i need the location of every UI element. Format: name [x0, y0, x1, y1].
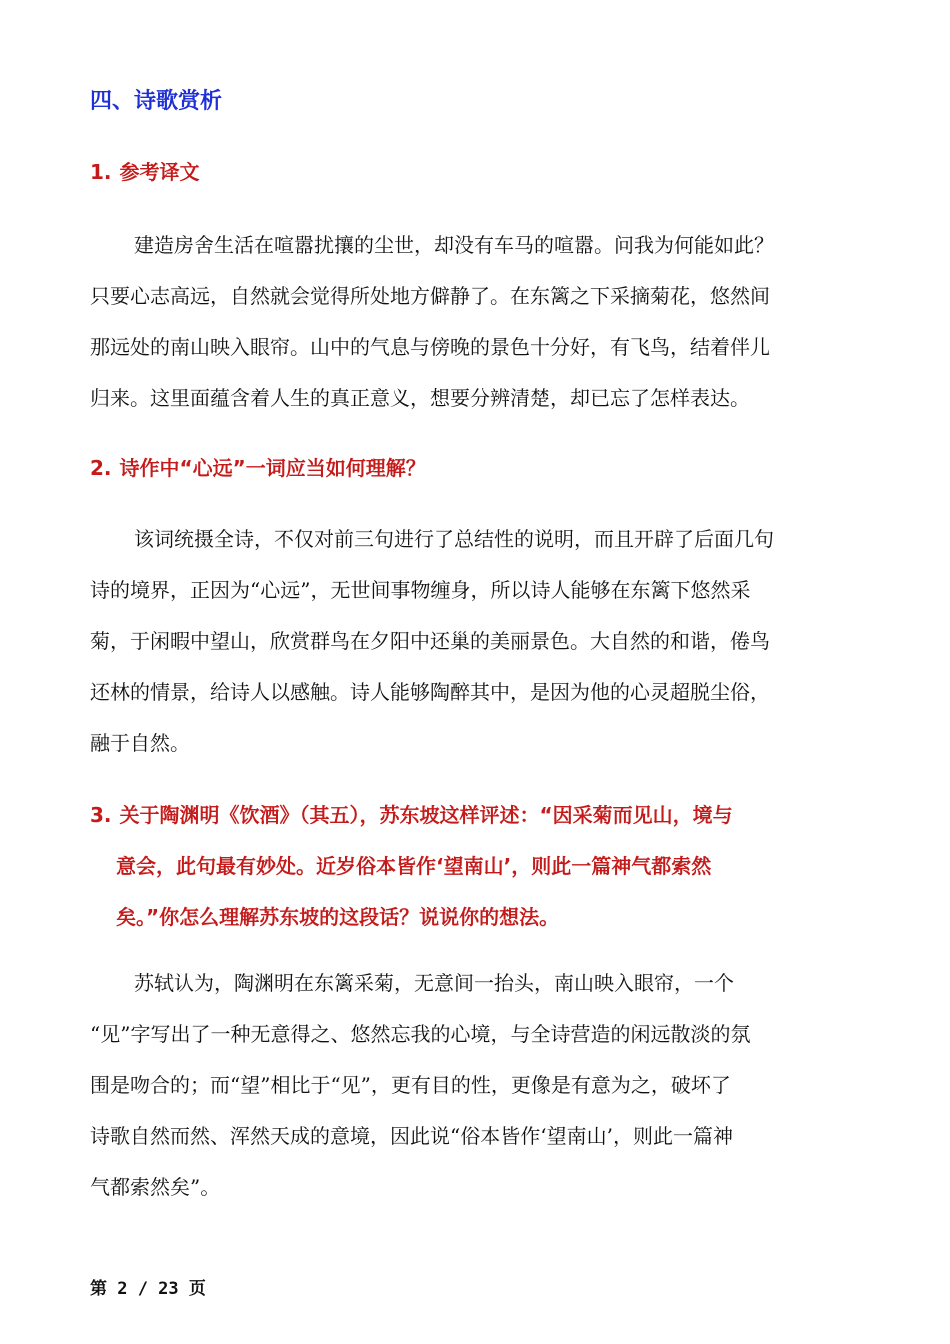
- answer-line: 围是吻合的；而“望”相比于“见”，更有目的性，更像是有意为之，破坏了: [90, 1073, 731, 1097]
- question-2-answer: [90, 514, 860, 769]
- question-1-answer: [90, 220, 860, 424]
- question-3-heading: [90, 790, 865, 943]
- question-2-heading: [90, 450, 426, 486]
- question-2-title: 诗作中“心远”一词应当如何理解？: [119, 456, 426, 480]
- answer-line: 归来。这里面蕴含着人生的真正意义，想要分辨清楚，却已忘了怎样表达。: [90, 386, 750, 410]
- section-title: 四、诗歌赏析: [90, 89, 223, 114]
- question-3-title-line: 意会，此句最有妙处。近岁俗本皆作‘望南山’，则此一篇神气都索然: [116, 854, 712, 878]
- answer-line: 那远处的南山映入眼帘。山中的气息与傍晚的景色十分好，有飞鸟，结着伴儿: [90, 335, 770, 359]
- answer-line: 还林的情景，给诗人以感触。诗人能够陶醉其中，是因为他的心灵超脱尘俗，: [90, 680, 770, 704]
- question-1-number: 1.: [90, 160, 112, 184]
- answer-line: 该词统摄全诗，不仅对前三句进行了总结性的说明，而且开辟了后面几句: [134, 527, 774, 551]
- answer-line: 只要心志高远，自然就会觉得所处地方僻静了。在东篱之下采摘菊花，悠然间: [90, 284, 770, 308]
- question-3-answer: [90, 958, 860, 1213]
- question-3-title-line: 关于陶渊明《饮酒》（其五），苏东坡这样评述：“因采菊而见山，境与: [119, 803, 733, 827]
- answer-line: 苏轼认为，陶渊明在东篱采菊，无意间一抬头，南山映入眼帘，一个: [134, 971, 734, 995]
- question-1-heading: [90, 154, 200, 190]
- page-number: 第 2 / 23 页: [90, 1279, 206, 1299]
- answer-line: 气都索然矣”。: [90, 1175, 221, 1199]
- question-1-title: 参考译文: [119, 160, 200, 184]
- answer-line: 建造房舍生活在喧嚣扰攘的尘世，却没有车马的喧嚣。问我为何能如此？: [134, 233, 774, 257]
- answer-line: 菊，于闲暇中望山，欣赏群鸟在夕阳中还巢的美丽景色。大自然的和谐，倦鸟: [90, 629, 770, 653]
- question-2-number: 2.: [90, 456, 112, 480]
- question-3-number: 3.: [90, 803, 112, 827]
- question-3-title-line: 矣。”你怎么理解苏东坡的这段话？说说你的想法。: [116, 905, 560, 929]
- answer-line: 诗的境界，正因为“心远”，无世间事物缠身，所以诗人能够在东篱下悠然采: [90, 578, 751, 602]
- answer-line: 诗歌自然而然、浑然天成的意境，因此说“俗本皆作‘望南山’，则此一篇神: [90, 1124, 733, 1148]
- answer-line: 融于自然。: [90, 731, 190, 755]
- answer-line: “见”字写出了一种无意得之、悠然忘我的心境，与全诗营造的闲远散淡的氛: [90, 1022, 751, 1046]
